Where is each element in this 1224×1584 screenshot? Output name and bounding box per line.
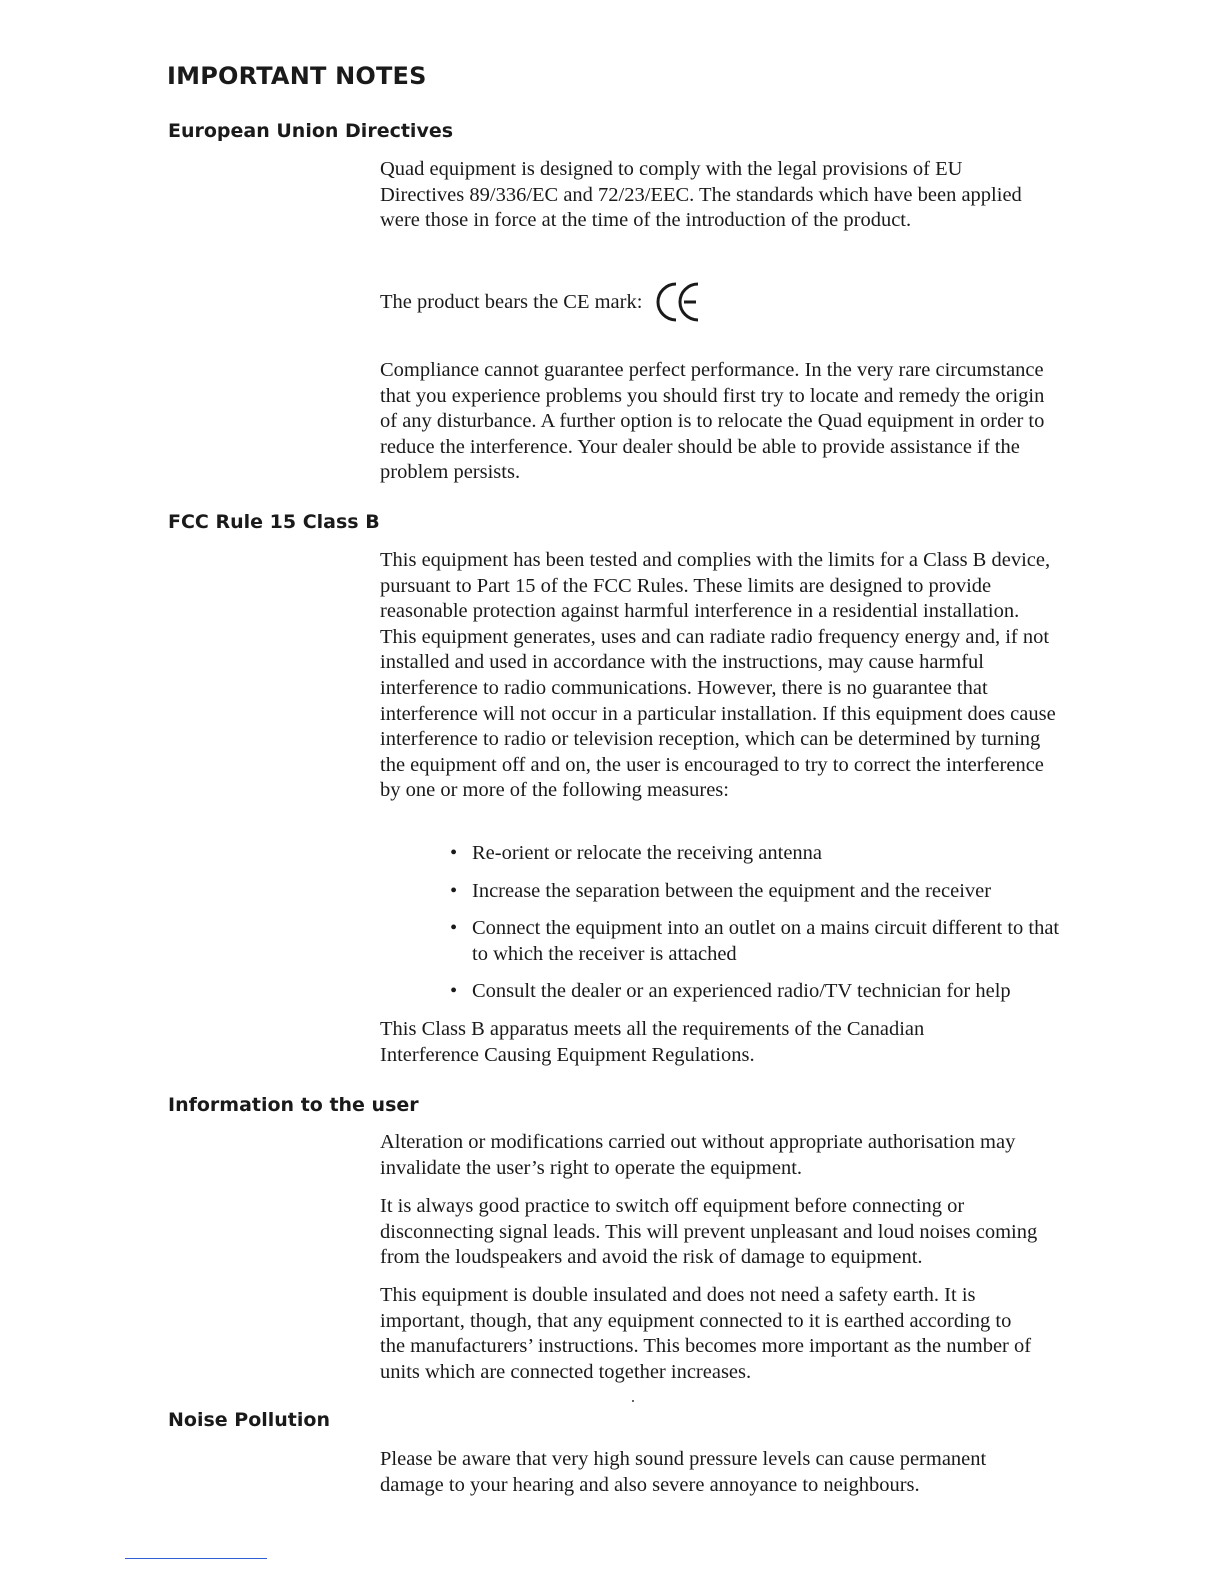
page-title: IMPORTANT NOTES: [167, 62, 427, 90]
bullet-icon: •: [450, 842, 458, 864]
insulation-paragraph: This equipment is double insulated and does not need a safety earth. It is important, though, that any equipment connected to it is earthed according to the manufacturers’ instructions. This becomes more important as the number of units which are connected together increases.: [380, 1284, 1032, 1383]
scan-speck: [632, 1400, 634, 1402]
eu-directives-paragraph: Quad equipment is designed to comply with the legal provisions of EU Directives 89/336/EC and 72/23/EEC. The standards which have been applied were those in force at the time of the introduction of the product.: [380, 158, 1022, 232]
bullet-icon: •: [450, 917, 458, 940]
ce-mark-row: [380, 278, 706, 326]
alteration-paragraph: Alteration or modifications carried out without appropriate authorisation may invalidate the user’s right to operate the equipment.: [380, 1131, 1016, 1179]
list-item: • Consult the dealer or an experienced radio/TV technician for help: [450, 979, 1060, 1005]
list-item: • Connect the equipment into an outlet on a mains circuit different to that to which the receiver is attached: [450, 917, 1060, 965]
fcc-heading: FCC Rule 15 Class B: [168, 511, 380, 533]
ce-mark-icon: [654, 278, 706, 326]
list-item: • Increase the separation between the equipment and the receiver: [450, 879, 1060, 905]
footer-rule: [125, 1558, 267, 1559]
noise-heading: Noise Pollution: [168, 1409, 330, 1431]
info-heading: Information to the user: [168, 1094, 419, 1116]
ce-mark-label: The product bears the CE mark:: [380, 290, 643, 313]
switch-off-paragraph: It is always good practice to switch off equipment before connecting or disconnecting signal leads. This will prevent unpleasant and loud noises coming from the loudspeakers and avoid the risk of damage to equipment.: [380, 1195, 1038, 1269]
eu-directives-heading: European Union Directives: [168, 120, 454, 142]
compliance-paragraph: Compliance cannot guarantee perfect performance. In the very rare circumstance that you experience problems you should first try to locate and remedy the origin of any disturbance. A further option is to relocate the Quad equipment in order to reduce the interference. Your dealer should be able to provide assistance if the problem persists.: [380, 359, 1045, 484]
canadian-paragraph: This Class B apparatus meets all the requirements of the Canadian Interference Causing Equipment Regulations.: [380, 1018, 925, 1066]
fcc-paragraph: This equipment has been tested and complies with the limits for a Class B device, pursuant to Part 15 of the FCC Rules. These limits are designed to provide reasonable protection against harmful interference in a residential installation. This equipment generates, uses and can radiate radio frequency energy and, if not installed and used in accordance with the instructions, may cause harmful interference to radio communications. However, there is no guarantee that interference will not occur in a particular installation. If this equipment does cause interference to radio or television reception, which can be determined by turning the equipment off and on, the user is encouraged to try to correct the interference by one or more of the following measures:: [380, 549, 1056, 802]
fcc-measures-list: [450, 841, 1060, 1017]
bullet-icon: •: [450, 879, 458, 902]
list-item: • Re-orient or relocate the receiving antenna: [450, 841, 1060, 867]
noise-paragraph: Please be aware that very high sound pressure levels can cause permanent damage to your hearing and also severe annoyance to neighbours.: [380, 1448, 987, 1496]
bullet-icon: •: [450, 980, 458, 1003]
